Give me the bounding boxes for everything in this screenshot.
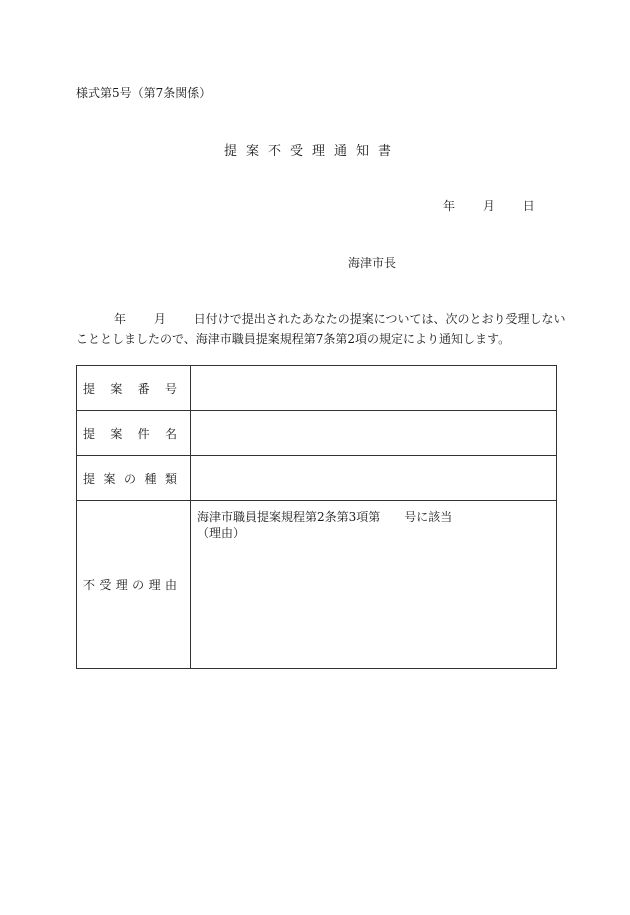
date-day: 日	[522, 199, 535, 213]
date-month: 月	[482, 199, 495, 213]
label-char: の	[123, 471, 136, 486]
reason-clause-suffix: 号に該当	[404, 510, 453, 524]
body-year: 年	[114, 312, 127, 326]
label-char: 理	[115, 578, 128, 592]
label-cell	[77, 501, 191, 669]
body-line-1	[114, 310, 565, 327]
reason-heading: （理由）	[197, 526, 246, 540]
label-char: 不	[83, 578, 96, 592]
label-char: 番	[137, 381, 150, 396]
label-char: 受	[99, 578, 112, 592]
row-label	[83, 425, 177, 442]
label-char: 提	[83, 381, 96, 396]
row-label	[83, 470, 177, 487]
label-cell	[77, 411, 191, 456]
date-line	[443, 197, 535, 214]
value-cell	[191, 456, 557, 501]
form-number: 様式第5号（第7条関係）	[76, 86, 212, 100]
label-char: 件	[137, 426, 150, 441]
row-label	[83, 380, 177, 397]
document-title: 提案不受理通知書	[223, 144, 400, 159]
body-line-1-text: 日付けで提出されたあなたの提案については、次のとおり受理しない	[193, 312, 566, 326]
table-row	[77, 411, 557, 456]
date-year: 年	[443, 199, 456, 213]
label-char: 名	[164, 426, 177, 441]
table-row	[77, 366, 557, 411]
reason-clause-prefix: 海津市職員提案規程第2条第3項第	[197, 510, 381, 524]
label-char: 案	[103, 471, 116, 486]
reason-cell	[191, 501, 557, 669]
table-row	[77, 501, 557, 669]
issuer-name: 海津市長	[348, 256, 397, 270]
label-char: 種	[144, 471, 157, 486]
value-cell	[191, 411, 557, 456]
label-char: 案	[110, 381, 123, 396]
label-char: 案	[110, 426, 123, 441]
value-cell	[191, 366, 557, 411]
label-cell	[77, 366, 191, 411]
proposal-info-table	[76, 365, 557, 669]
table-row	[77, 456, 557, 501]
label-char: 理	[148, 578, 161, 592]
reason-clause-line	[197, 509, 556, 525]
label-char: 号	[164, 381, 177, 396]
reason-label	[83, 576, 177, 593]
label-char: 由	[164, 578, 177, 592]
label-char: の	[132, 578, 145, 592]
label-char: 提	[83, 471, 96, 486]
label-char: 提	[83, 426, 96, 441]
label-cell	[77, 456, 191, 501]
body-month: 月	[153, 312, 166, 326]
body-line-2: こととしましたので、海津市職員提案規程第7条第2項の規定により通知します。	[76, 332, 511, 346]
label-char: 類	[164, 471, 177, 486]
